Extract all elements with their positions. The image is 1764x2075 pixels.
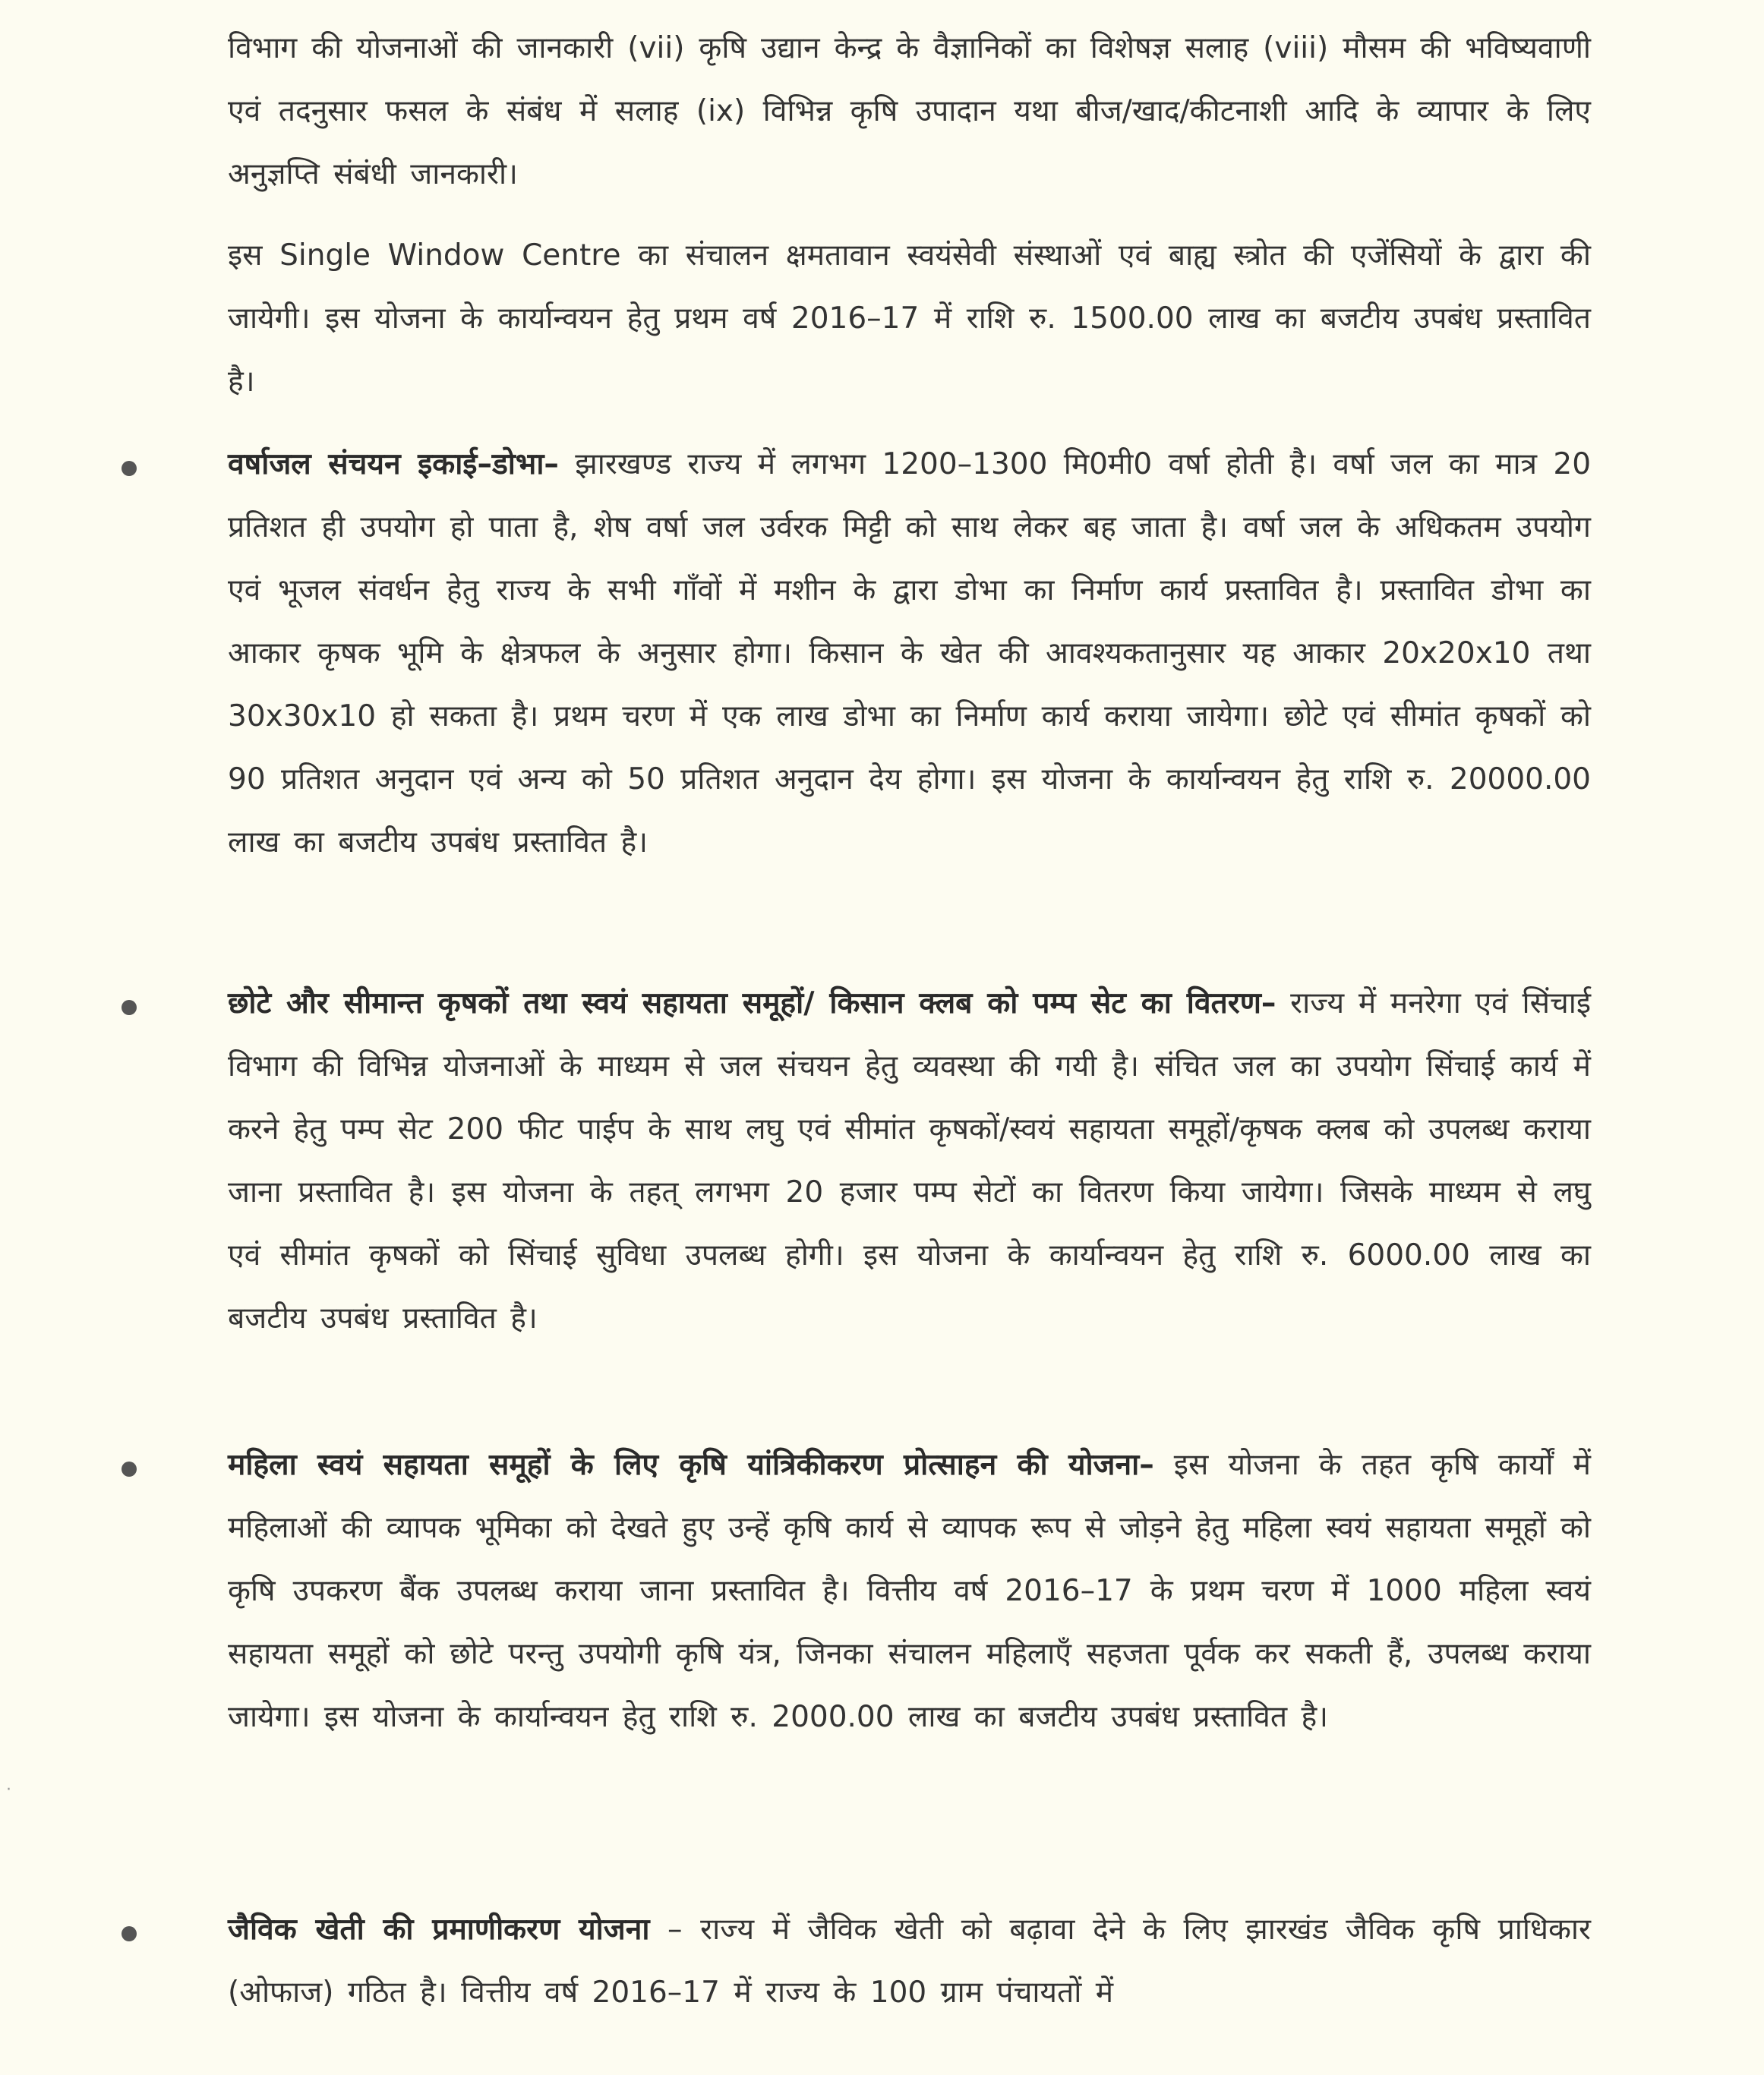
section-pump-set-distribution [228, 972, 1591, 1350]
section-rainwater-dobha [228, 433, 1591, 874]
section-heading: महिला स्वयं सहायता समूहों के लिए कृषि यांत्रिकीकरण प्रोत्साहन की योजना– [228, 1448, 1154, 1482]
section-body: झारखण्ड राज्य में लगभग 1200–1300 मि0मी0 वर्षा होती है। वर्षा जल का मात्र 20 प्रतिशत ही उपयोग हो पाता है, शेष वर्षा जल उर्वरक मिट्टी को साथ लेकर बह जाता है। वर्षा जल के अधिकतम उपयोग एवं भूजल संवर्धन हेतु राज्य के सभी गाँवों में मशीन के द्वारा डोभा का निर्माण कार्य प्रस्तावित है। प्रस्तावित डोभा का आकार कृषक भूमि के क्षेत्रफल के अनुसार होगा। किसान के खेत की आवश्यकतानुसार यह आकार 20x20x10 तथा 30x30x10 हो सकता है। प्रथम चरण में एक लाख डोभा का निर्माण कार्य कराया जायेगा। छोटे एवं सीमांत कृषकों को 90 प्रतिशत अनुदान एवं अन्य को 50 प्रतिशत अनुदान देय होगा। इस योजना के कार्यान्वयन हेतु राशि रु. 20000.00 लाख का बजटीय उपबंध प्रस्तावित है। [228, 447, 1592, 859]
scan-speck: · [6, 1780, 11, 1799]
single-window-text: इस Single Window Centre का संचालन क्षमतावान स्वयंसेवी संस्थाओं एवं बाह्य स्त्रोत की एजेंसियों के द्वारा की जायेगी। इस योजना के कार्यान्वयन हेतु प्रथम वर्ष 2016–17 में राशि रु. 1500.00 लाख का बजटीय उपबंध प्रस्तावित है। [228, 238, 1591, 399]
section-body: इस योजना के तहत कृषि कार्यों में महिलाओं की व्यापक भूमिका को देखते हुए उन्हें कृषि कार्य से व्यापक रूप से जोड़ने हेतु महिला स्वयं सहायता समूहों को कृषि उपकरण बैंक उपलब्ध कराया जाना प्रस्तावित है। वित्तीय वर्ष 2016–17 के प्रथम चरण में 1000 महिला स्वयं सहायता समूहों को छोटे परन्तु उपयोगी कृषि यंत्र, जिनका संचालन महिलाएँ सहजता पूर्वक कर सकती हैं, उपलब्ध कराया जायेगा। इस योजना के कार्यान्वयन हेतु राशि रु. 2000.00 लाख का बजटीय उपबंध प्रस्तावित है। [228, 1448, 1591, 1734]
bullet-icon [121, 1462, 137, 1477]
intro-paragraph [228, 17, 1591, 206]
bullet-icon [121, 461, 137, 476]
section-body: राज्य में मनरेगा एवं सिंचाई विभाग की विभिन्न योजनाओं के माध्यम से जल संचयन हेतु व्यवस्था की गयी है। संचित जल का उपयोग सिंचाई कार्य में करने हेतु पम्प सेट 200 फीट पाईप के साथ लघु एवं सीमांत कृषकों/स्वयं सहायता समूहों/कृषक क्लब को उपलब्ध कराया जाना प्रस्तावित है। इस योजना के तहत् लगभग 20 हजार पम्प सेटों का वितरण किया जायेगा। जिसके माध्यम से लघु एवं सीमांत कृषकों को सिंचाई सुविधा उपलब्ध होगी। इस योजना के कार्यान्वयन हेतु राशि रु. 6000.00 लाख का बजटीय उपबंध प्रस्तावित है। [228, 986, 1592, 1336]
section-heading: छोटे और सीमान्त कृषकों तथा स्वयं सहायता समूहों/ किसान क्लब को पम्प सेट का वितरण– [228, 986, 1276, 1020]
section-heading: वर्षाजल संचयन इकाई–डोभा– [228, 447, 559, 481]
section-women-mechanization [228, 1433, 1591, 1749]
section-heading: जैविक खेती की प्रमाणीकरण योजना [228, 1913, 650, 1947]
bullet-icon [121, 1000, 137, 1015]
section-organic-certification [228, 1898, 1591, 2024]
bullet-icon [121, 1926, 137, 1941]
section-body: – राज्य में जैविक खेती को बढ़ावा देने के लिए झारखंड जैविक कृषि प्राधिकार (ओफाज) गठित है। वित्तीय वर्ष 2016–17 में राज्य के 100 ग्राम पंचायतों में [228, 1913, 1591, 2010]
single-window-paragraph [228, 224, 1591, 413]
intro-text: विभाग की योजनाओं की जानकारी (vii) कृषि उद्यान केन्द्र के वैज्ञानिकों का विशेषज्ञ सलाह (viii) मौसम की भविष्यवाणी एवं तदनुसार फसल के संबंध में सलाह (ix) विभिन्न कृषि उपादान यथा बीज/खाद/कीटनाशी आदि के व्यापार के लिए अनुज्ञप्ति संबंधी जानकारी। [228, 31, 1591, 191]
